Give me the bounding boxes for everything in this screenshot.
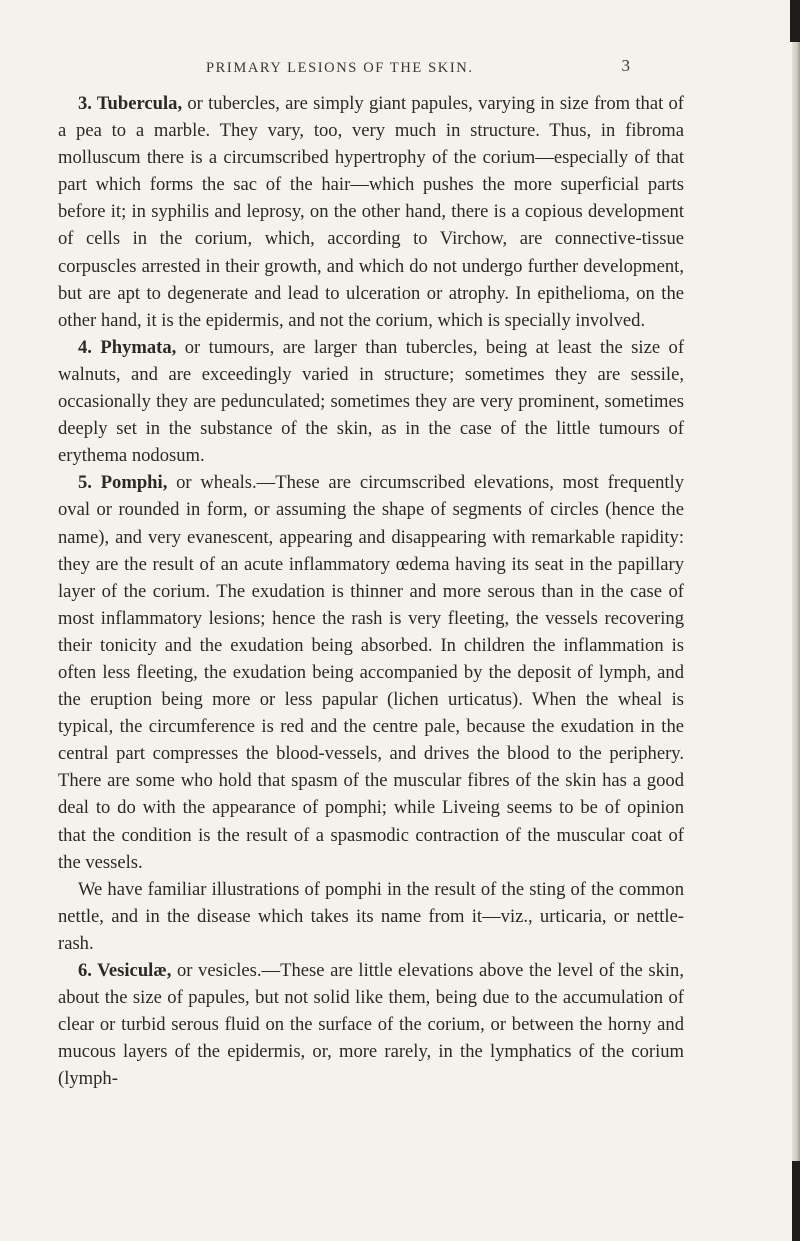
paragraph-phymata bbox=[58, 334, 684, 469]
page-edge bbox=[792, 0, 800, 1241]
section-heading: 4. Phymata, bbox=[78, 336, 177, 358]
page-header bbox=[206, 56, 630, 82]
paragraph-text: or wheals.—These are circumscribed elevations, most frequently oval or rounded in form, or assuming the shape of segments of circles (hence the name), and very evanescent, appearing and disappearing with remarkable rapidity: they are the result of an acute inflammatory œdema having its seat in the papillary layer of the corium. The exudation is thinner and more serous than in the case of most inflammatory lesions; hence the rash is very fleeting, the vessels recovering their tonicity and the exudation being absorbed. In children the inflammation is often less fleeting, the exudation being accompanied by the deposit of lymph, and the eruption being more or less papular (lichen urticatus). When the wheal is typical, the circumference is red and the centre pale, because the exudation in the central part compresses the blood-vessels, and drives the blood to the periphery. There are some who hold that spasm of the muscular fibres of the skin has a good deal to do with the appearance of pomphi; while Liveing seems to be of opinion that the condition is the result of a spasmodic contraction of the muscular coat of the vessels. bbox=[58, 472, 684, 873]
running-head: PRIMARY LESIONS OF THE SKIN. bbox=[206, 60, 474, 76]
paragraph-text: or tumours, are larger than tubercles, being at least the size of walnuts, and are exceedingly varied in structure; sometimes they are sessile, occasionally they are pedunculated; sometimes they are very prominent, sometimes deeply set in the substance of the skin, as in the case of the little tumours of erythema nodosum. bbox=[58, 336, 685, 467]
paragraph-text: or vesicles.—These are little elevations above the level of the skin, about the size of papules, but not solid like them, being due to the accumulation of clear or turbid serous fluid on the surface of the corium, or between the horny and mucous layers of the epidermis, or, more rarely, in the lymphatics of the corium (lymph- bbox=[58, 960, 684, 1090]
page-edge-mark-top bbox=[790, 0, 800, 42]
paragraph-text: We have familiar illustrations of pomphi in the result of the sting of the common nettle, and in the disease which takes its name from it—viz., urticaria, or nettle-rash. bbox=[58, 878, 684, 954]
body-text bbox=[58, 90, 684, 1092]
paragraph-vesiculae bbox=[58, 957, 684, 1092]
paragraph-text: or tubercles, are simply giant papules, varying in size from that of a pea to a marble. They vary, too, very much in structure. Thus, in fibroma molluscum there is a circumscribed hypertrophy of the corium—especially of that part which forms the sac of the hair—which pushes the more superficial parts before it; in syphilis and leprosy, on the other hand, there is a copious development of cells in the corium, which, according to Virchow, are connective-tissue corpuscles arrested in their growth, and which do not undergo further development, but are apt to degenerate and lead to ulceration or atrophy. In epithelioma, on the other hand, it is the epidermis, and not the corium, which is specially involved. bbox=[58, 93, 684, 331]
section-heading: 5. Pomphi, bbox=[78, 472, 168, 494]
paragraph-tubercula bbox=[58, 90, 684, 334]
page-edge-mark-bottom bbox=[792, 1161, 800, 1241]
paragraph-pomphi bbox=[58, 469, 684, 875]
section-heading: 6. Vesiculæ, bbox=[78, 960, 172, 981]
page-number: 3 bbox=[621, 56, 630, 75]
paragraph-nettle bbox=[58, 876, 684, 957]
section-heading: 3. Tubercula, bbox=[78, 93, 183, 114]
